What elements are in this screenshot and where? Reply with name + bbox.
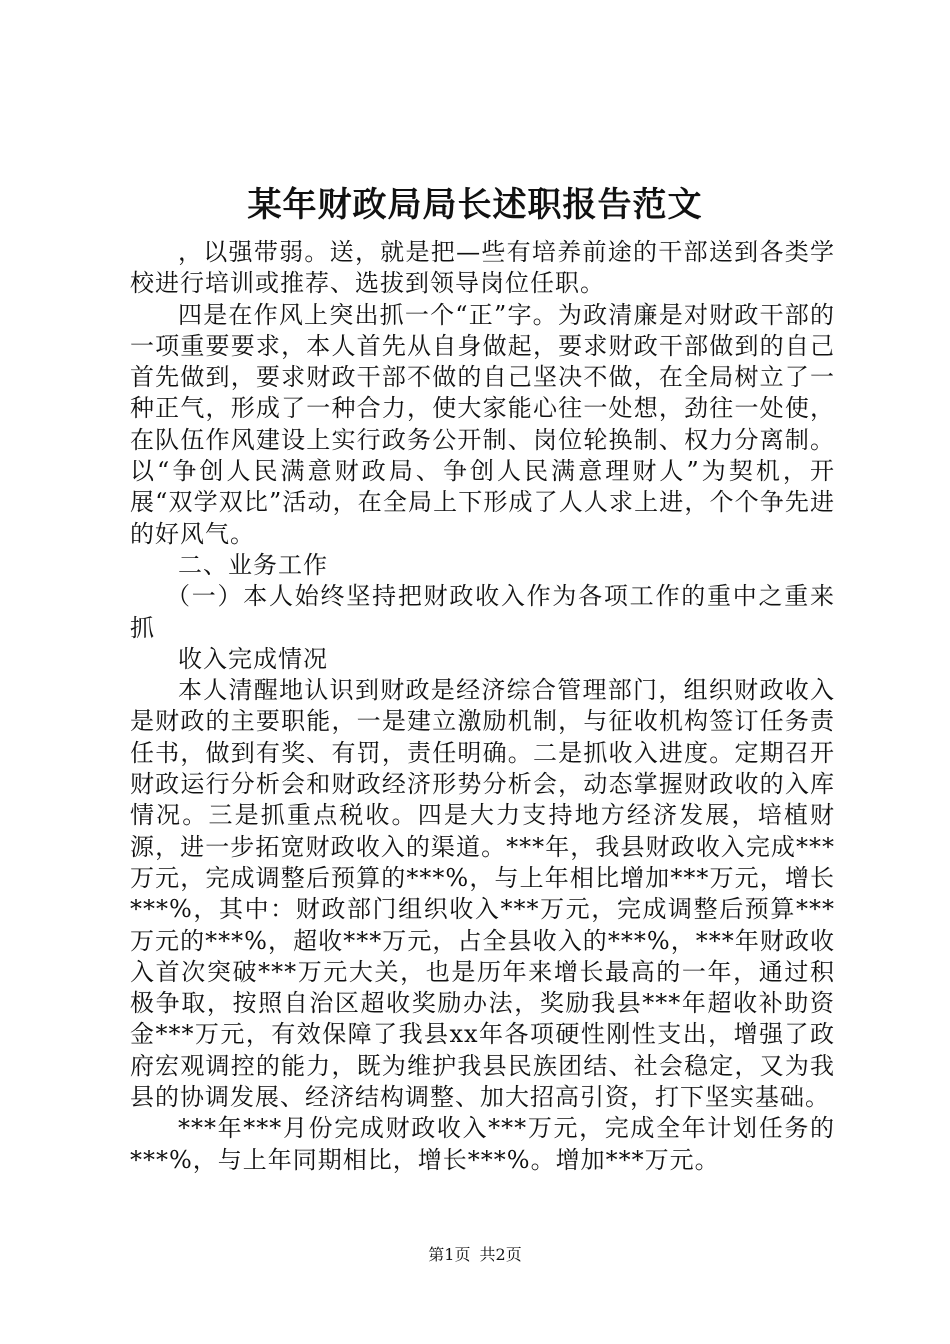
section-heading: 二、业务工作	[178, 550, 328, 579]
page-footer	[0, 1243, 950, 1267]
paragraph-4: ***年***月份完成财政收入***万元，完成全年计划任务的***%，与上年同期相比，增长***%。增加***万元。	[130, 1114, 835, 1174]
page-number: 第1页	[428, 1245, 471, 1264]
document-body	[130, 237, 835, 1176]
document-title: 某年财政局局长述职报告范文	[247, 185, 703, 225]
subsection-heading: （一）本人始终坚持把财政收入作为各项工作的重中之重来抓	[130, 582, 835, 642]
paragraph-1: ，以强带弱。送，就是把—些有培养前途的干部送到各类学校进行培训或推荐、选拔到领导岗位任职。	[130, 238, 835, 298]
paragraph-3: 本人清醒地认识到财政是经济综合管理部门，组织财政收入是财政的主要职能，一是建立激励机制，与征收机构签订任务责任书，做到有奖、有罚，责任明确。二是抓收入进度。定期召开财政运行分析会和财政经济形势分析会，动态掌握财政收的入库情况。三是抓重点税收。四是大力支持地方经济发展，培植财源，进一步拓宽财政收入的渠道。***年，我县财政收入完成***万元，完成调整后预算的***%，与上年相比增加***万元，增长***%，其中：财政部门组织收入***万元，完成调整后预算***万元的***%，超收***万元，占全县收入的***%，***年财政收入首次突破***万元大关，也是历年来增长最高的一年，通过积极争取，按照自治区超收奖励办法，奖励我县***年超收补助资金***万元，有效保障了我县xx年各项硬性刚性支出，增强了政府宏观调控的能力，既为维护我县民族团结、社会稳定，又为我县的协调发展、经济结构调整、加大招高引资，打下坚实基础。	[130, 676, 835, 1112]
page-total: 共2页	[479, 1245, 522, 1264]
paragraph-2: 四是在作风上突出抓一个“正”字。为政清廉是对财政干部的一项重要要求，本人首先从自身做起，要求财政干部做到的自己首先做到，要求财政干部不做的自己坚决不做，在全局树立了一种正气，形成了一种合力，使大家能心往一处想，劲往一处使，在队伍作风建设上实行政务公开制、岗位轮换制、权力分离制。以“争创人民满意财政局、争创人民满意理财人”为契机，开展“双学双比”活动，在全局上下形成了人人求上进，个个争先进的好风气。	[130, 300, 835, 548]
subsection-subtitle: 收入完成情况	[178, 644, 328, 673]
